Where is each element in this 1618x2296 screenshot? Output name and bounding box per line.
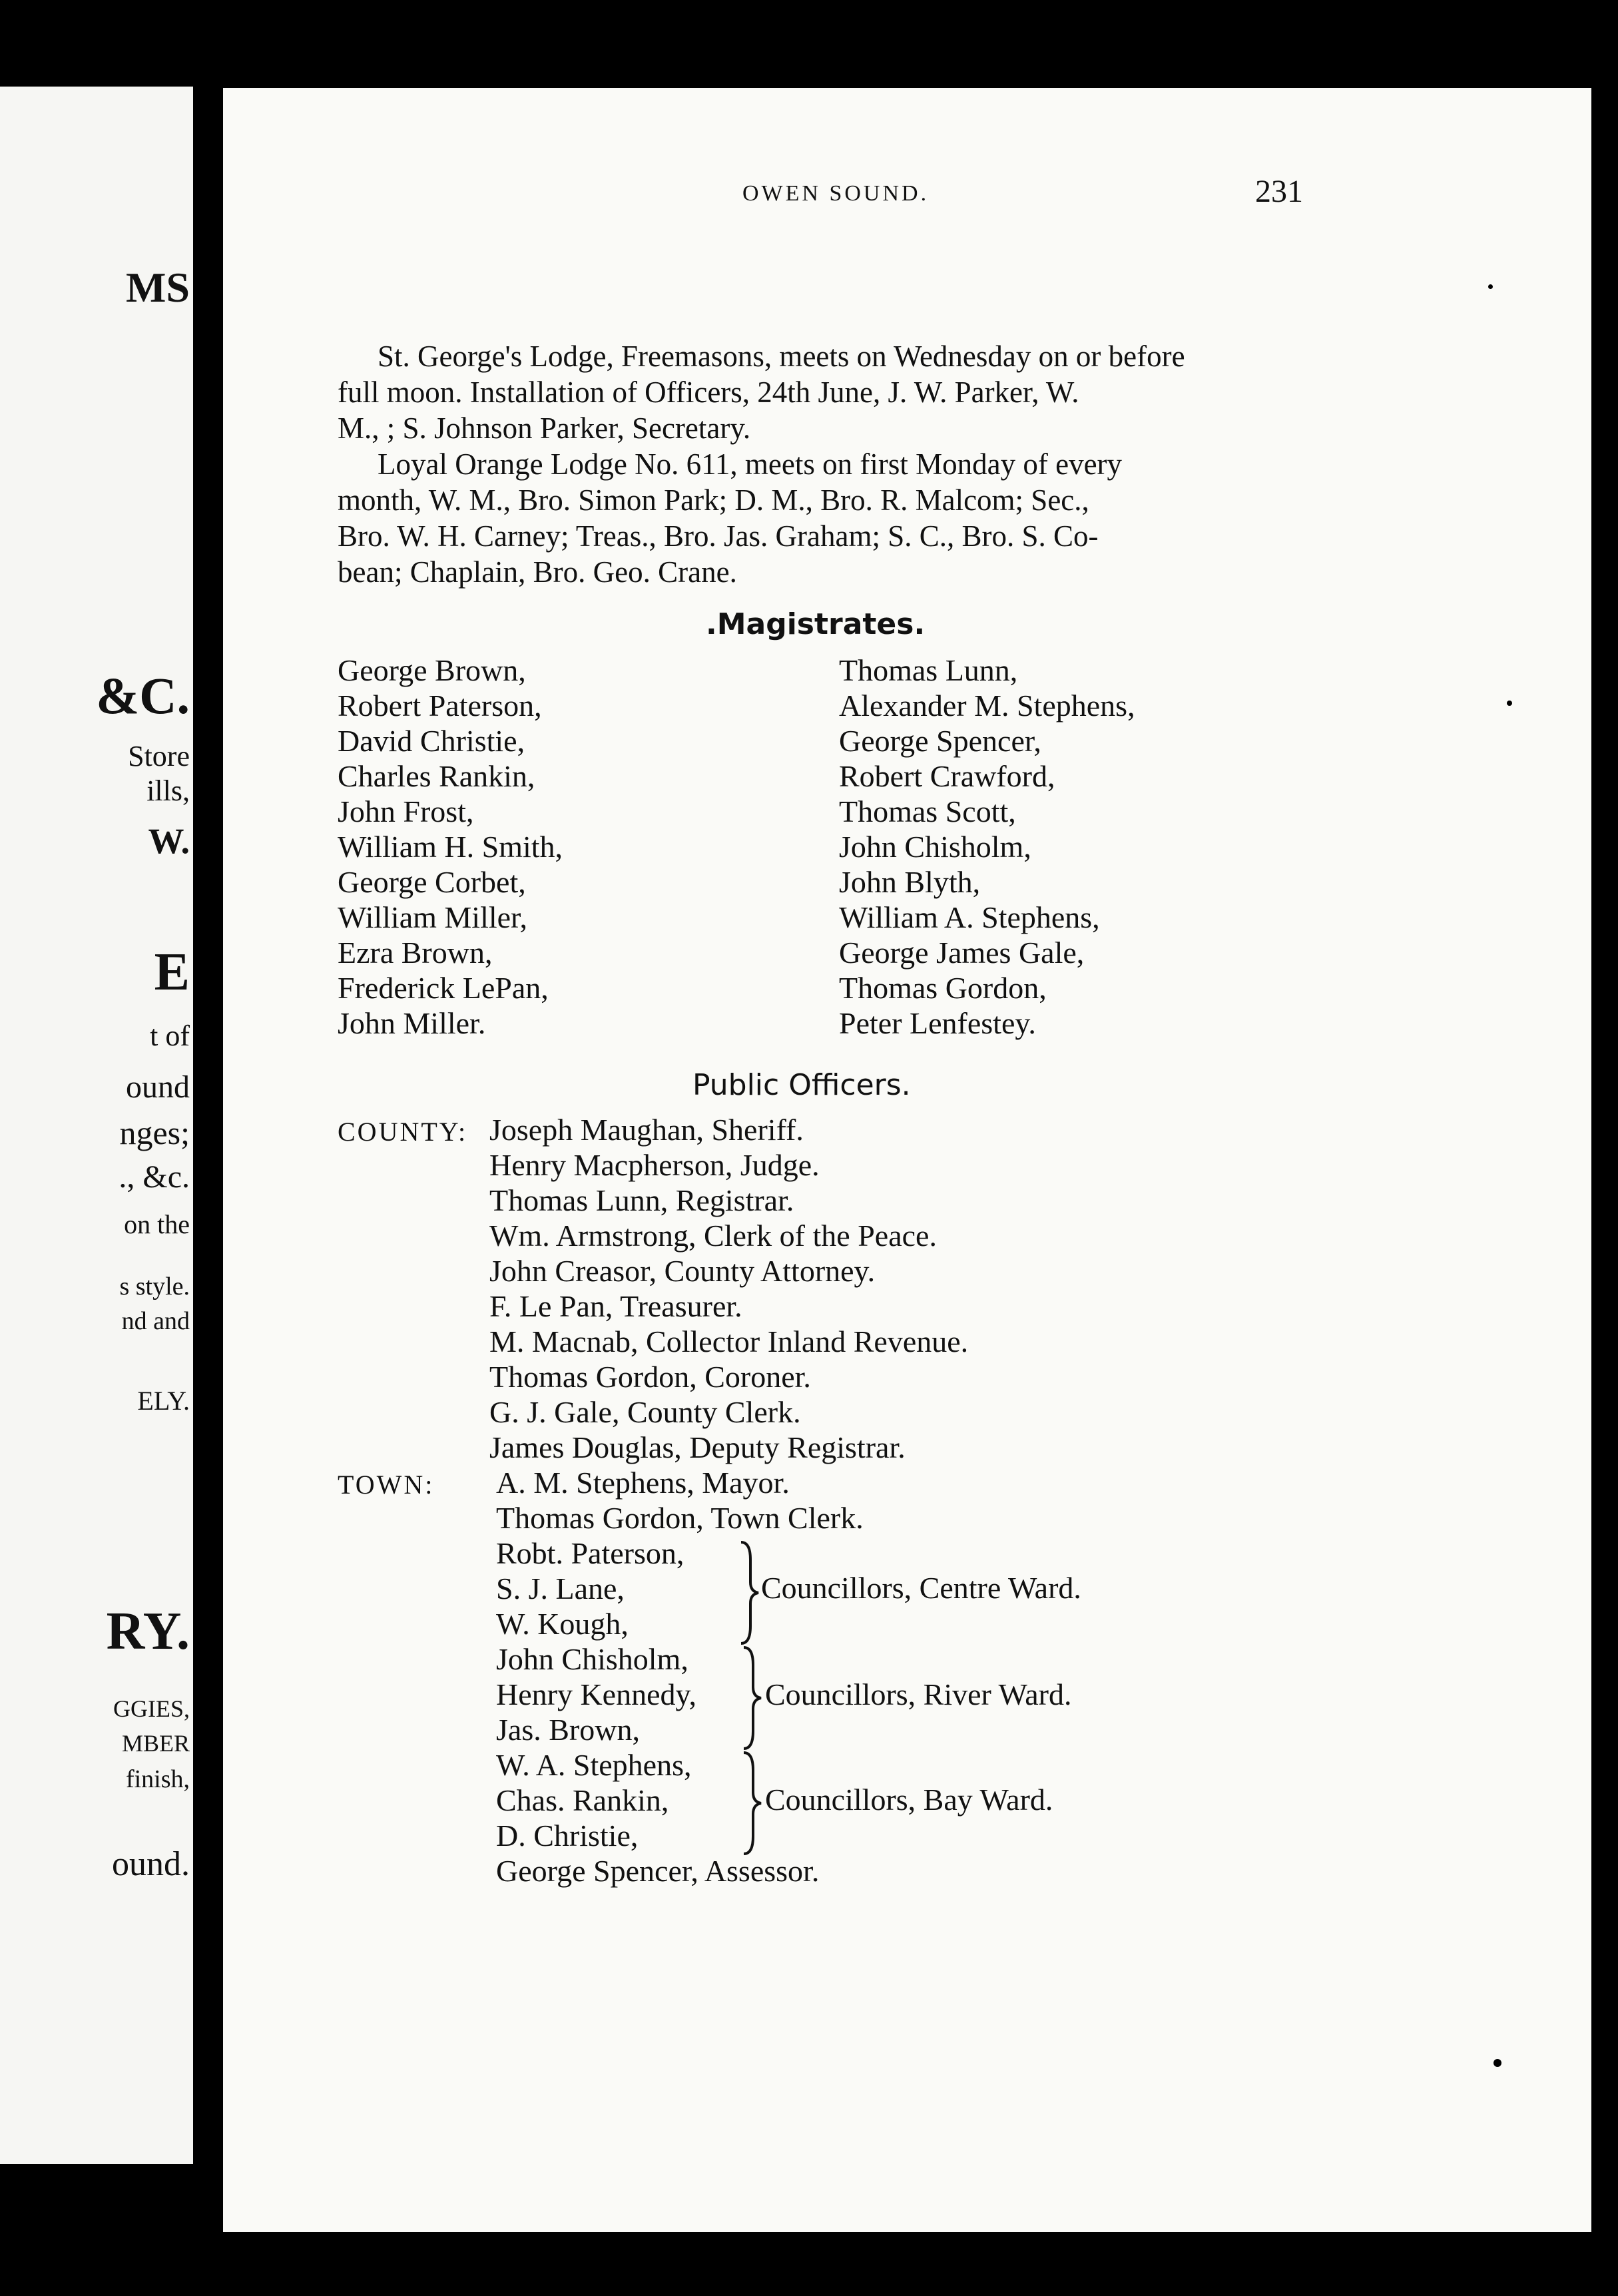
paragraph-line: M., ; S. Johnson Parker, Secretary.: [338, 412, 751, 445]
list-item: Charles Rankin,: [338, 759, 535, 793]
list-item: W. Kough,: [496, 1607, 629, 1641]
list-item: Peter Lenfestey.: [839, 1006, 1036, 1040]
magistrates-heading: .Magistrates.: [706, 607, 926, 641]
list-item: John Creasor, County Attorney.: [489, 1254, 876, 1288]
centre-ward-group: [496, 1536, 684, 1641]
list-item: F. Le Pan, Treasurer.: [489, 1289, 742, 1323]
list-item: A. M. Stephens, Mayor.: [496, 1466, 790, 1500]
list-item: John Chisholm,: [496, 1642, 688, 1676]
list-item: Alexander M. Stephens,: [839, 689, 1135, 722]
list-item: Robt. Paterson,: [496, 1536, 684, 1570]
list-item: Robert Crawford,: [839, 759, 1055, 793]
county-officers-list: [489, 1112, 968, 1465]
town-label: TOWN:: [338, 1470, 435, 1500]
list-item: Ezra Brown,: [338, 936, 493, 970]
list-item: John Frost,: [338, 794, 474, 828]
list-item: William Miller,: [338, 900, 528, 934]
list-item: Thomas Scott,: [839, 794, 1016, 828]
speck: [1493, 2059, 1501, 2067]
left-fragment-text: nd and: [121, 1307, 190, 1335]
speck: [1488, 284, 1493, 289]
left-fragment-text: s style.: [119, 1273, 190, 1300]
public-officers-heading: Public Officers.: [692, 1068, 911, 1102]
freemasons-lodge-paragraph: [338, 338, 1529, 446]
left-fragment-text: GGIES,: [113, 1695, 190, 1722]
centre-ward-label: Councillors, Centre Ward.: [761, 1571, 1081, 1605]
paragraph-line: full moon. Installation of Officers, 24th June, J. W. Parker, W.: [338, 376, 1079, 409]
page-number: 231: [1255, 174, 1303, 209]
list-item: Robert Paterson,: [338, 689, 542, 722]
left-fragment-text: E: [154, 943, 190, 1002]
paragraph-line: Bro. W. H. Carney; Treas., Bro. Jas. Graham; S. C., Bro. S. Co-: [338, 519, 1099, 553]
left-fragment-text: MBER: [121, 1730, 190, 1757]
list-item: George James Gale,: [839, 936, 1085, 970]
list-item: George Spencer,: [839, 724, 1041, 758]
left-fragment-text: finish,: [125, 1765, 190, 1793]
list-item: George Spencer, Assessor.: [496, 1854, 820, 1888]
paragraph-line: Loyal Orange Lodge No. 611, meets on first Monday of every: [378, 447, 1123, 481]
speck: [1507, 701, 1512, 706]
list-item: D. Christie,: [496, 1819, 639, 1853]
document-page: [223, 88, 1591, 2232]
left-fragment-text: ills,: [146, 774, 190, 807]
left-fragment-text: on the: [124, 1209, 190, 1239]
brace-icon: [736, 1540, 762, 1646]
brace-icon: [738, 1645, 765, 1751]
list-item: Henry Macpherson, Judge.: [489, 1148, 820, 1182]
left-fragment-text: ound: [126, 1069, 190, 1105]
left-fragment-text: W.: [148, 821, 190, 861]
list-item: Thomas Lunn, Registrar.: [489, 1183, 794, 1217]
list-item: James Douglas, Deputy Registrar.: [489, 1430, 906, 1464]
list-item: Jas. Brown,: [496, 1713, 640, 1747]
left-fragment-text: &C.: [96, 667, 190, 724]
running-header: OWEN SOUND.: [742, 181, 930, 206]
paragraph-line: month, W. M., Bro. Simon Park; D. M., Bro. R. Malcom; Sec.,: [338, 483, 1089, 517]
list-item: David Christie,: [338, 724, 525, 758]
river-ward-label: Councillors, River Ward.: [765, 1677, 1072, 1711]
left-fragment-text: ., &c.: [119, 1159, 190, 1195]
list-item: John Chisholm,: [839, 830, 1031, 864]
list-item: John Miller.: [338, 1006, 486, 1040]
brace-icon: [738, 1750, 765, 1857]
left-fragment-text: RY.: [106, 1602, 190, 1661]
left-fragment-text: t of: [150, 1019, 190, 1052]
bay-ward-label: Councillors, Bay Ward.: [765, 1783, 1053, 1817]
list-item: Chas. Rankin,: [496, 1783, 669, 1817]
left-fragment-text: Store: [128, 740, 190, 772]
left-fragment-text: nges;: [119, 1114, 190, 1151]
list-item: M. Macnab, Collector Inland Revenue.: [489, 1324, 969, 1358]
river-ward-group: [496, 1641, 696, 1747]
list-item: Thomas Gordon,: [839, 971, 1047, 1005]
magistrates-right-column: [839, 653, 1135, 1041]
list-item: William A. Stephens,: [839, 900, 1100, 934]
list-item: Thomas Gordon, Coroner.: [489, 1360, 811, 1394]
list-item: W. A. Stephens,: [496, 1748, 692, 1782]
list-item: George Corbet,: [338, 865, 526, 899]
paragraph-line: bean; Chaplain, Bro. Geo. Crane.: [338, 555, 737, 589]
orange-lodge-paragraph: [338, 446, 1529, 590]
list-item: S. J. Lane,: [496, 1572, 625, 1605]
county-label: COUNTY:: [338, 1117, 468, 1147]
list-item: George Brown,: [338, 653, 526, 687]
list-item: Thomas Gordon, Town Clerk.: [496, 1501, 864, 1535]
paragraph-line: St. George's Lodge, Freemasons, meets on Wednesday on or before: [378, 340, 1185, 373]
list-item: Henry Kennedy,: [496, 1677, 697, 1711]
list-item: G. J. Gale, County Clerk.: [489, 1395, 801, 1429]
left-fragment-text: MS: [126, 264, 190, 311]
bay-ward-group: [496, 1747, 691, 1853]
left-fragment-text: ound.: [112, 1845, 190, 1883]
magistrates-left-column: [338, 653, 563, 1041]
list-item: William H. Smith,: [338, 830, 563, 864]
town-officers-list: [496, 1465, 864, 1536]
list-item: John Blyth,: [839, 865, 981, 899]
list-item: Wm. Armstrong, Clerk of the Peace.: [489, 1219, 937, 1253]
left-fragment-text: ELY.: [137, 1386, 190, 1416]
list-item: Thomas Lunn,: [839, 653, 1018, 687]
list-item: Frederick LePan,: [338, 971, 549, 1005]
list-item: Joseph Maughan, Sheriff.: [489, 1113, 804, 1147]
assessor-line: [496, 1853, 819, 1888]
